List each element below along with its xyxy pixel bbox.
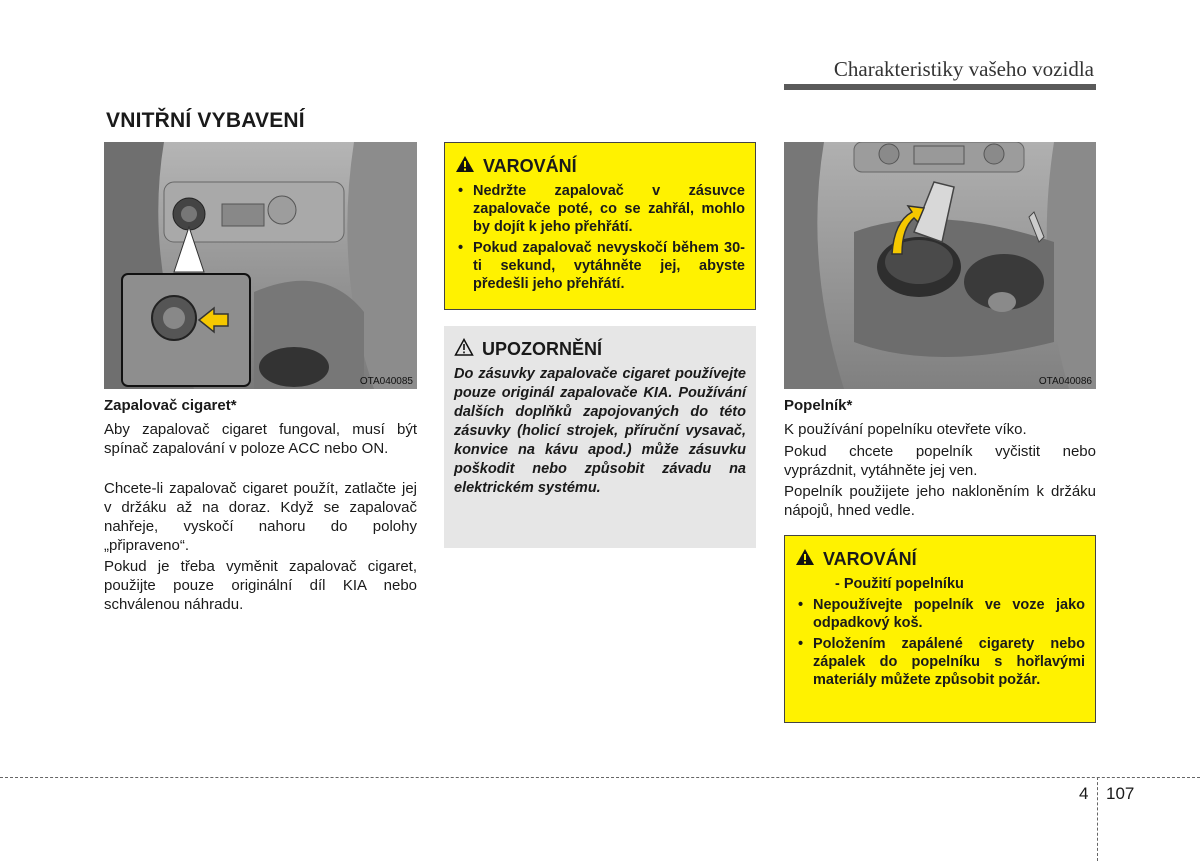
ashtray-photo — [784, 142, 1096, 389]
warning-subtitle: - Použití popelníku — [835, 576, 964, 592]
photo-code: OTA040085 — [359, 376, 413, 387]
ashtray-paragraph: K používání popelníku otevřete víko. — [784, 421, 1027, 438]
lighter-paragraph: Pokud je třeba vyměnit zapalovač cigaret, použijte pouze originální díl KIA nebo schválenou náhradu. — [104, 558, 417, 613]
photo-code: OTA040086 — [1038, 376, 1092, 387]
caution-heading — [454, 338, 746, 361]
footer-vertical-divider — [1097, 777, 1098, 861]
warning-box — [444, 142, 756, 310]
caution-text: Do zásuvky zapalovače cigaret používejte pouze originál zapalovače KIA. Používání dalších doplňků zapojovaných do této zásuvky (holicí strojek, příruční vysavač, konvice na kávu apod.) může zásuvku poškodit nebo způsobit závadu na elektrickém systému. — [454, 366, 746, 496]
lighter-heading: Zapalovač cigaret* — [104, 397, 237, 414]
ashtray-heading: Popelník* — [784, 397, 853, 414]
footer-divider — [0, 777, 1200, 778]
ashtray-paragraph: Pokud chcete popelník vyčistit nebo vyprázdnit, vytáhněte jej ven. — [784, 443, 1096, 479]
caution-triangle-icon — [454, 338, 474, 361]
caution-box — [444, 326, 756, 548]
section-title: VNITŘNÍ VYBAVENÍ — [106, 109, 305, 132]
lighter-paragraph: Chcete-li zapalovač cigaret použít, zatlačte jej v držáku až na doraz. Když se zapalovač nahřeje, vyskočí nahoru do polohy „připraveno“. — [104, 480, 417, 554]
ashtray-paragraph: Popelník použijete jeho nakloněním k držáku nápojů, hned vedle. — [784, 483, 1096, 519]
warning-title: VAROVÁNÍ — [483, 156, 577, 176]
warning-triangle-icon — [455, 155, 475, 178]
lighter-paragraph: Aby zapalovač cigaret fungoval, musí být spínač zapalování v poloze ACC nebo ON. — [104, 421, 417, 457]
warning-title: VAROVÁNÍ — [823, 549, 917, 569]
warning-item: • Položením zapálené cigarety nebo zápalek do popelníku s hořlavými materiály můžete způsobit požár. — [795, 635, 1085, 689]
warning-item: • Nedržte zapalovač v zásuvce zapalovače poté, co se zahřál, mohlo by dojít k jeho přehřátí. — [455, 182, 745, 236]
warning-item: • Nepoužívejte popelník ve voze jako odpadkový koš. — [795, 596, 1085, 632]
cigarette-lighter-photo — [104, 142, 417, 389]
warning-triangle-icon — [795, 548, 815, 571]
warning-item: • Pokud zapalovač nevyskočí během 30-ti sekund, vytáhněte jej, abyste předešli jeho přehřátí. — [455, 239, 745, 293]
warning-heading — [795, 548, 1085, 571]
chapter-number: 4 — [1079, 784, 1089, 803]
running-header: Charakteristiky vašeho vozidla — [833, 57, 1094, 81]
header-rule — [784, 84, 1096, 90]
warning-heading — [455, 155, 745, 178]
ashtray-warning-box — [784, 535, 1096, 723]
page-number: 107 — [1106, 784, 1135, 803]
caution-title: UPOZORNĚNÍ — [482, 339, 603, 359]
